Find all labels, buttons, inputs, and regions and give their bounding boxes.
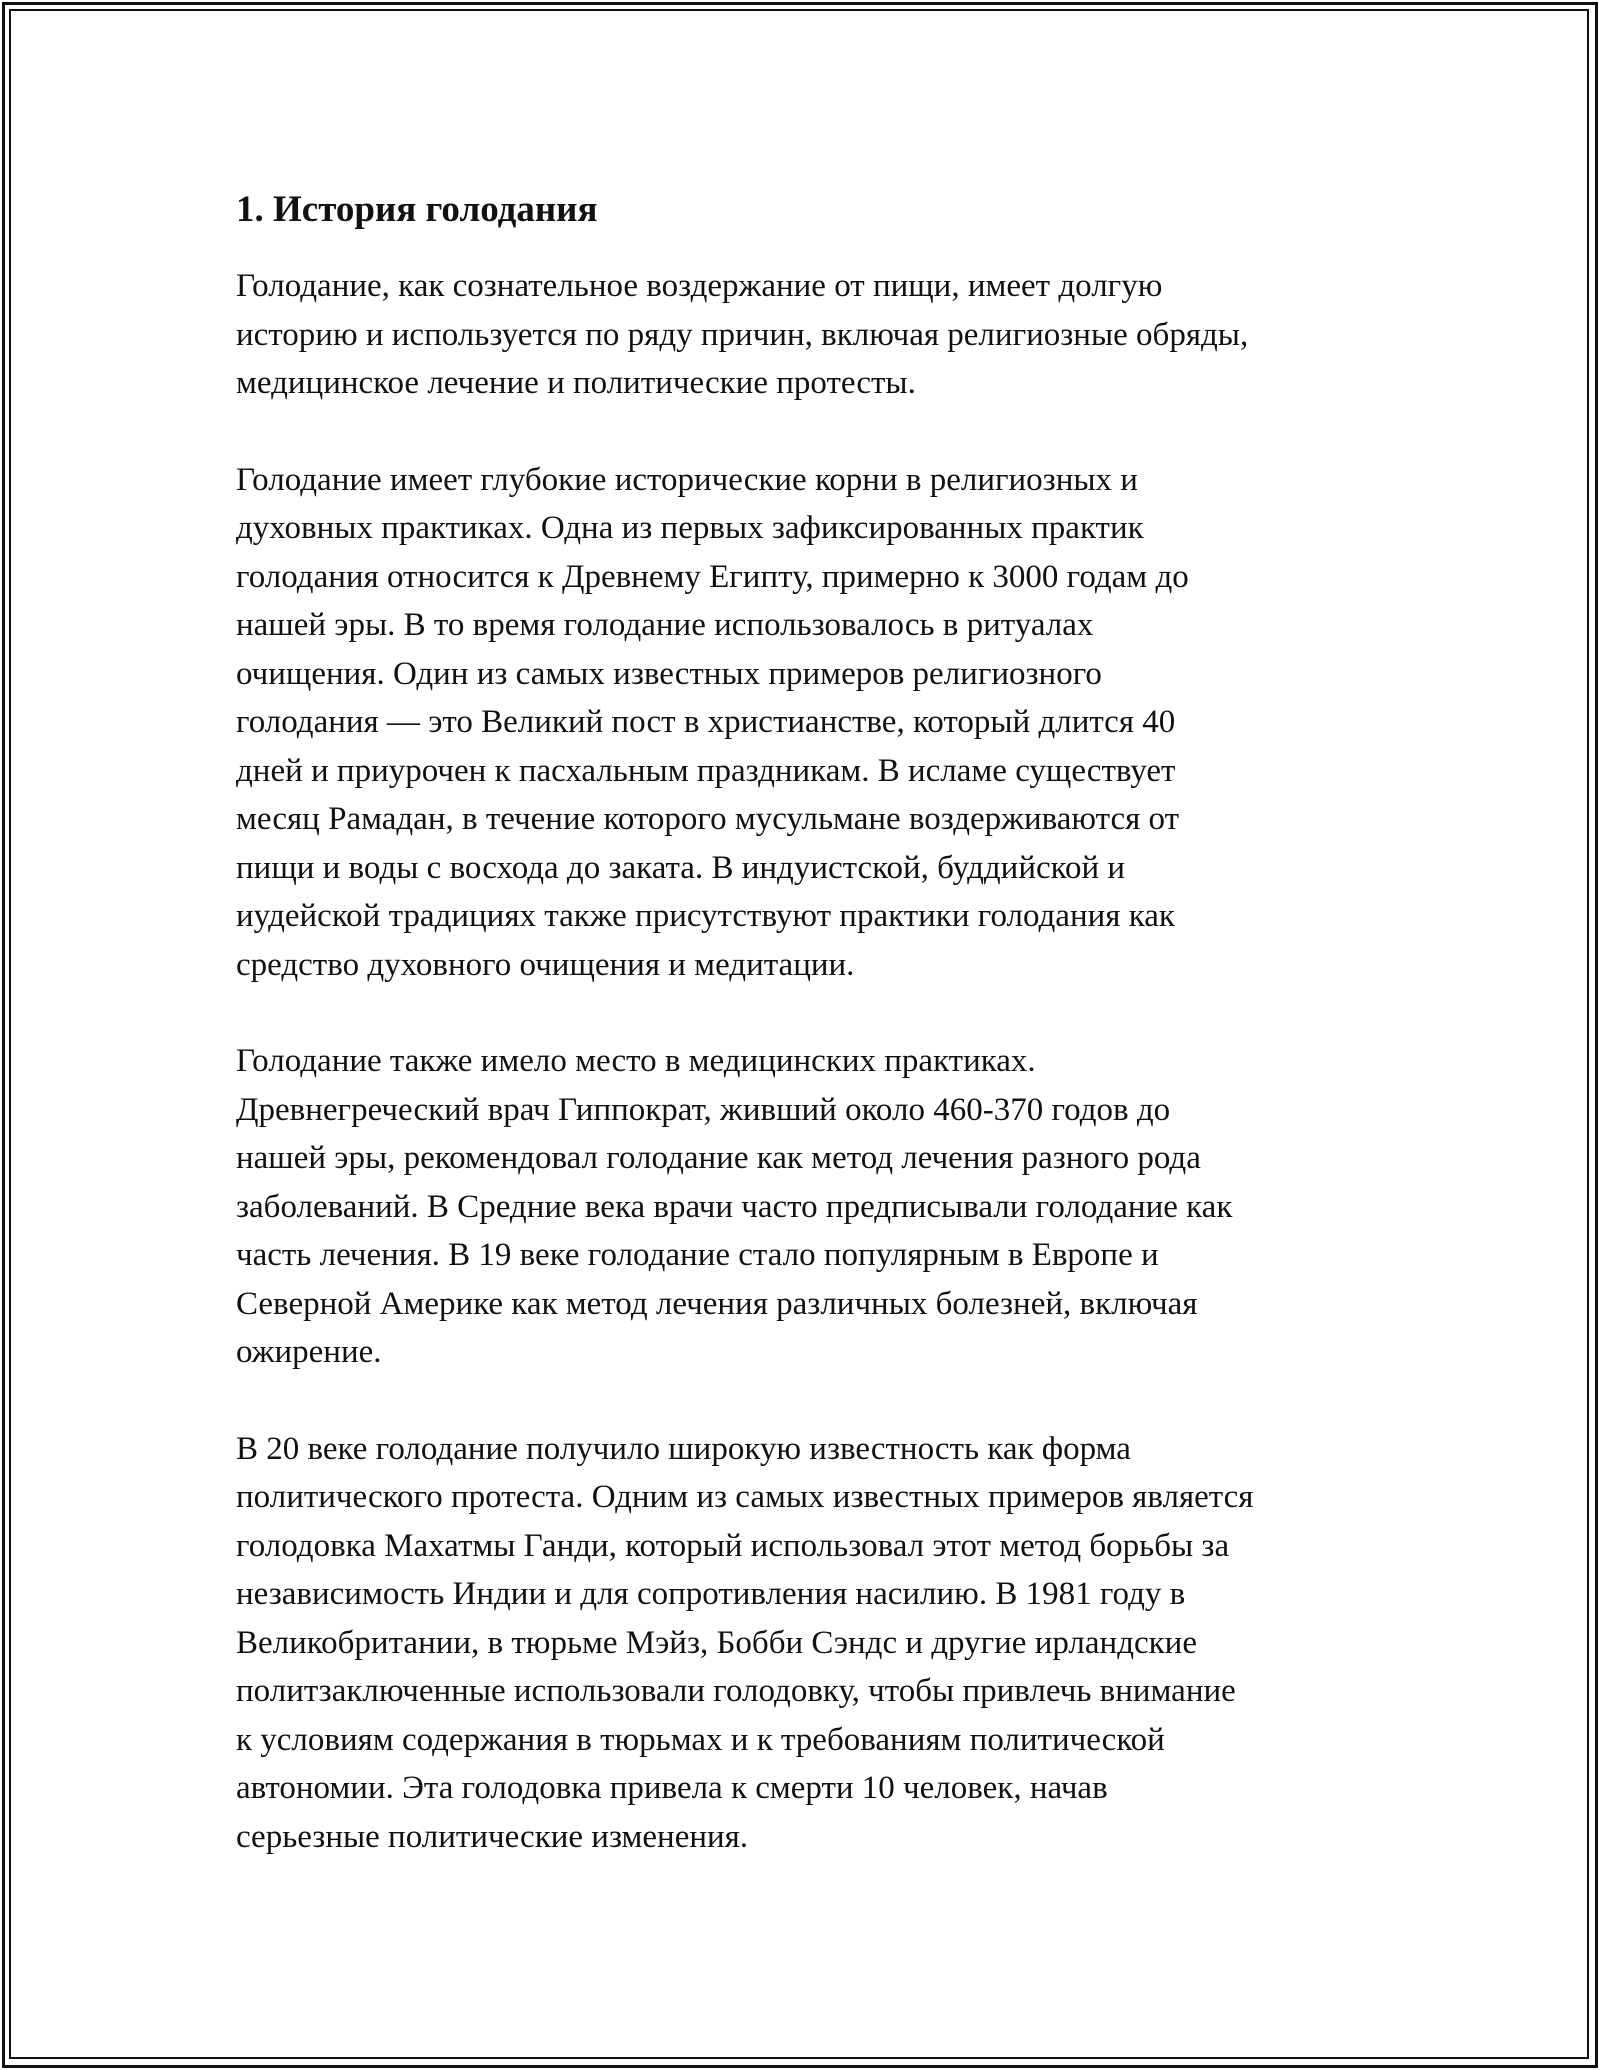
section-heading: 1. История голодания (236, 189, 598, 230)
document-body (236, 186, 1376, 1909)
paragraph-political: В 20 веке голодание получило широкую известность как форма политического протеста. Одним из самых известных примеров является голодовка Махатмы Ганди, который использовал этот метод борьбы за независимость Индии и для сопротивления насилию. В 1981 году в Великобритании, в тюрьме Мэйз, Бобби Сэндс и другие ирландские политзаключенные использовали голодовку, чтобы привлечь внимание к условиям содержания в тюрьмах и к требованиям политической автономии. Эта голодовка привела к смерти 10 человек, начав серьезные политические изменения. (236, 1430, 1254, 1855)
paragraph-religious: Голодание имеет глубокие исторические корни в религиозных и духовных практиках. Одна из первых зафиксированных практик голодания относится к Древнему Египту, примерно к 3000 годам до нашей эры. В то время голодание использовалось в ритуалах очищения. Один из самых известных примеров религиозного голодания — это Великий пост в христианстве, который длится 40 дней и приурочен к пасхальным праздникам. В исламе существует месяц Рамадан, в течение которого мусульмане воздерживаются от пищи и воды с восхода до заката. В индуистской, буддийской и иудейской традициях также присутствуют практики голодания как средство духовного очищения и медитации. (236, 461, 1189, 983)
paragraph-intro: Голодание, как сознательное воздержание от пищи, имеет долгую историю и используется по ряду причин, включая религиозные обряды, медицинское лечение и политические протесты. (236, 268, 1249, 401)
paragraph-medical: Голодание также имело место в медицинских практиках. Древнегреческий врач Гиппократ, живший около 460-370 годов до нашей эры, рекомендовал голодание как метод лечения разного рода заболеваний. В Средние века врачи часто предписывали голодание как часть лечения. В 19 веке голодание стало популярным в Европе и Северной Америке как метод лечения различных болезней, включая ожирение. (236, 1043, 1233, 1370)
